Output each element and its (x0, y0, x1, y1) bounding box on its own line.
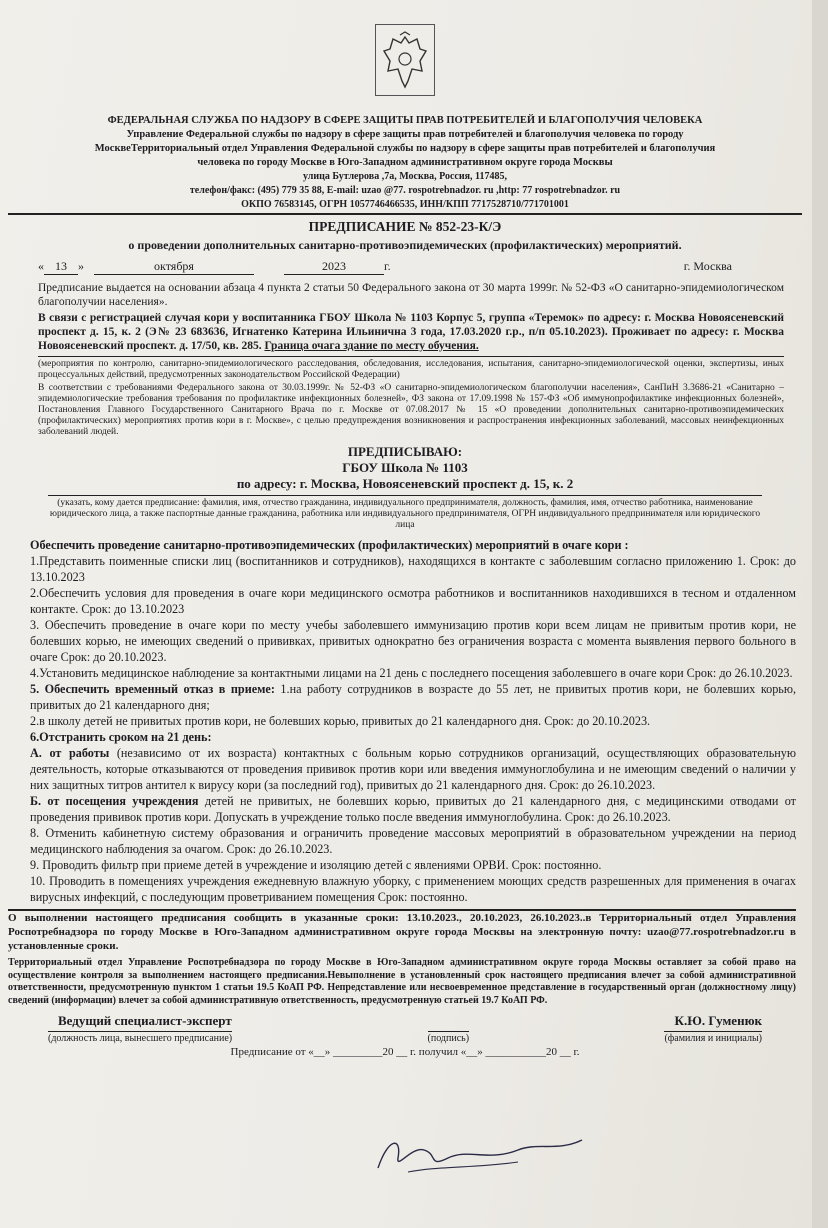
liability-paragraph: Территориальный отдел Управление Роспотребнадзора по городу Москве в Юго-Западном административном округе города Москвы оставляет за собой право на осуществление контроля за выполнением настоящего предписания.Невыполнение в установленный срок настоящего предписания влечет за собой административной ответственности, предусмотренную пунктом 1 статьи 19.5 КоАП РФ. Непредставление или несвоевременное представление в государственный орган (должностному лицу) сведений (информации) влечет за собой административную ответственность, предусмотренную статьей 19.7 КоАП РФ. (8, 957, 796, 1006)
measures-note: (мероприятия по контролю, санитарно-эпидемиологического расследования, обследования, исследования, испытания, санитарно-эпидемиологической оценки, экспертизы, иных процессуальных действий, предусмотренных законодательством Российской Федерации) (38, 356, 784, 381)
item6-b-lead: Б. от посещения учреждения (30, 794, 199, 808)
double-headed-eagle-icon (382, 31, 428, 89)
signer-position: Ведущий специалист-эксперт (58, 1013, 232, 1028)
list-item: 8. Отменить кабинетную систему образования и ограничить проведение массовых мероприятий в образовательном учреждении на период медицинского наблюдения за очагом. Срок: до 26.10.2023. (30, 826, 796, 856)
item6-lead: 6.Отстранить сроком на 21 день: (30, 730, 212, 744)
document-subtitle: о проведении дополнительных санитарно-противоэпидемических (профилактических) мероприятий. (128, 238, 682, 252)
signature-captions (8, 1031, 802, 1044)
case-focus-border: Граница очага здание по месту обучения. (264, 340, 479, 352)
list-item-5 (30, 681, 796, 713)
decree-heading: ПРЕДПИСЫВАЮ: (347, 444, 463, 459)
list-item: 9. Проводить фильтр при приеме детей в учреждение и изоляцию детей с явлениями ОРВИ. Срок: постоянно. (30, 858, 602, 872)
received-line: Предписание от «__» _________20 __ г. получил «__» ___________20 __ г. (230, 1046, 580, 1058)
agency-name: ФЕДЕРАЛЬНАЯ СЛУЖБА ПО НАДЗОРУ В СФЕРЕ ЗАЩИТЫ ПРАВ ПОТРЕБИТЕЛЕЙ И БЛАГОПОЛУЧИЯ ЧЕЛОВЕКА (107, 115, 703, 126)
case-text: В связи с регистрацией случая кори у воспитанника ГБОУ Школа № 1103 Корпус 5, группа «Теремок» по адресу: г. Москва Новоясеневский проспект д. 15, к. 2 (Э№ 23 683636, Игнатенко Катерина Ильинична 3 года, 17.03.2020 г.р., п/п 05.10.2023). Проживает по адресу: г. Москва Новоясеневский проспект. д. 17/50, кв. 285. (38, 312, 784, 352)
agency-contacts: телефон/факс: (495) 779 35 88, E-mail: uzao @77. rospotrebnadzor. ru ,http: 77 rospotrebnadzor. ru (189, 185, 621, 196)
item5-lead: 5. Обеспечить временный отказ в приеме: (30, 682, 275, 696)
list-item: 2.Обеспечить условия для проведения в очаге кори медицинского осмотра работников и воспитанников находившихся в тесном и отдаленном контакте. Срок: до 13.10.2023 (30, 586, 796, 616)
name-caption: (фамилия и инициалы) (664, 1033, 762, 1044)
handwritten-signature (368, 1128, 588, 1184)
item5-text2: 2.в школу детей не привитых против кори, не болевших корью, привитых до 21 календарного дня. Срок: до 20.10.2023. (30, 714, 651, 728)
date-open-quote: « (38, 259, 44, 273)
list-item: 3. Обеспечить проведение в очаге кори по месту учебы заболевшего иммунизацию против кори всем лицам не привитым против кори, не болевших корью, не имеющих сведений о прививках, привитых однократно без ограничения возраста с момента выявления первого больного в очаге Срок: до 20.10.2023. (30, 618, 796, 664)
list-item: 10. Проводить в помещениях учреждения ежедневную влажную уборку, с применением моющих средств разрешенных для применения в очагах вирусных инфекций, с последующим проветриванием помещения Срок: постоянно. (30, 874, 796, 904)
position-caption: (должность лица, вынесшего предписание) (48, 1033, 233, 1044)
decree-target-note: (указать, кому дается предписание: фамилия, имя, отчество гражданина, индивидуального предпринимателя, должность, фамилия, имя, отчество работника, наименование юридического лица, а также паспортные данные гражданина, работника или индивидуального предпринимателя, ОГРН индивидуального предпринимателя или юридического лица (48, 495, 762, 531)
item5-text: 1.на работу сотрудников в возрасте до 55 лет, не привитых против кори, не болевших корью, привитых до 21 календарного дня; (30, 682, 797, 712)
basis-paragraph: Предписание выдается на основании абзаца 4 пункта 2 статьи 50 Федерального закона от 30 марта 1999г. № 52-ФЗ «О санитарно-эпидемиологическом благополучии населения». (38, 282, 784, 308)
decree-target-name: ГБОУ Школа № 1103 (342, 460, 468, 475)
date-close-quote: » (78, 259, 84, 273)
case-paragraph (8, 311, 802, 353)
item6-b (30, 793, 796, 825)
signer-name: К.Ю. Гуменюк (674, 1013, 762, 1028)
date-month: октября (94, 259, 254, 275)
report-text: О выполнении настоящего предписания сообщить в указанные сроки: 13.10.2023., 20.10.2023, 26.10.2023..в Территориальный отдел Управления Роспотребнадзора по городу Москве в Юго-Западном административном округе города Москвы на электронную почту: uzao@77.rospotrebnadzor.ru в установленные сроки. (8, 909, 796, 953)
date-year: 2023 (284, 259, 384, 275)
measures-list (8, 537, 802, 905)
agency-header (8, 114, 802, 215)
decree-target-address: по адресу: г. Москва, Новоясеневский проспект д. 15, к. 2 (236, 476, 574, 491)
date-day: 13 (44, 259, 78, 275)
measures-heading: Обеспечить проведение санитарно-противоэпидемических (профилактических) мероприятий в очаге кори : (30, 538, 629, 552)
item6-b-text: детей не привитых, не болевших корью, привитых до 21 календарного дня, с медицинскими отводами от проведения прививок против кори. Допускать в учреждение только после введения иммуноглобулина. Срок: до 26.10.2023. (30, 794, 796, 824)
document-title: ПРЕДПИСАНИЕ № 852-23-К/Э (308, 219, 502, 234)
issue-city: г. Москва (683, 259, 732, 273)
list-item: 4.Установить медицинское наблюдение за контактными лицами на 21 день с последнего посещения заболевшего в очаге кори Срок: до 26.10.2023. (30, 666, 793, 680)
department-line-2: МосквеТерриториальный отдел Управления Федеральной службы по надзору в сфере защиты прав потребителей и благополучия (94, 143, 716, 154)
legal-references: В соответствии с требованиями Федерального закона от 30.03.1999г. № 52-ФЗ «О санитарно-эпидемиологическом благополучии населения», СанПиН 3.3686-21 «Санитарно –эпидемиологические требования требования по профилактике инфекционных болезней», ФЗ закона от 17.09.1998 № 157-ФЗ «Об иммунопрофилактике инфекционных болезней», Постановления Главного Государственного Санитарного Врача по г. Москве от 07.08.2017 № 15 «О проведении дополнительных санитарно-противоэпидемических (профилактических) мероприятиях против кори в г. Москве», с целью предупреждения возникновения и распространения инфекционных заболеваний, массовых неинфекционных заболеваний людей. (38, 383, 784, 437)
department-line-3: человека по городу Москве в Юго-Западном административном округе города Москвы (197, 157, 613, 168)
item6-a-lead: А. от работы (30, 746, 110, 760)
agency-address: улица Бутлерова ,7а, Москва, Россия, 117485, (303, 171, 507, 182)
signature-caption: (подпись) (427, 1033, 470, 1044)
list-item: 1.Представить поименные списки лиц (воспитанников и сотрудников), находящихся в контакте с заболевшим согласно приложению 1. Срок: до 13.10.2023 (30, 554, 796, 584)
signature-row (8, 1013, 802, 1029)
department-line-1: Управление Федеральной службы по надзору в сфере защиты прав потребителей и благополучия человека по городу (126, 129, 684, 140)
item6-a (30, 745, 796, 793)
date-year-suffix: г. (384, 259, 391, 273)
agency-codes: ОКПО 76583145, ОГРН 1057746466535, ИНН/КПП 7717528710/771701001 (8, 198, 802, 215)
coat-of-arms-emblem (375, 24, 435, 96)
report-paragraph (8, 909, 802, 953)
item6-a-text: (независимо от их возраста) контактных с больным корью сотрудников организаций, осуществляющих образовательную деятельность, которые отказываются от проведения прививок против кори или введения иммуноглобулина и не имеющим сведений о наличии у них защитных титров антител к вирусу кори (за последний год), привитых до 21 календарного дня. Срок: до 26.10.2023. (30, 746, 796, 792)
date-row (8, 259, 802, 275)
decree-block (8, 444, 802, 492)
